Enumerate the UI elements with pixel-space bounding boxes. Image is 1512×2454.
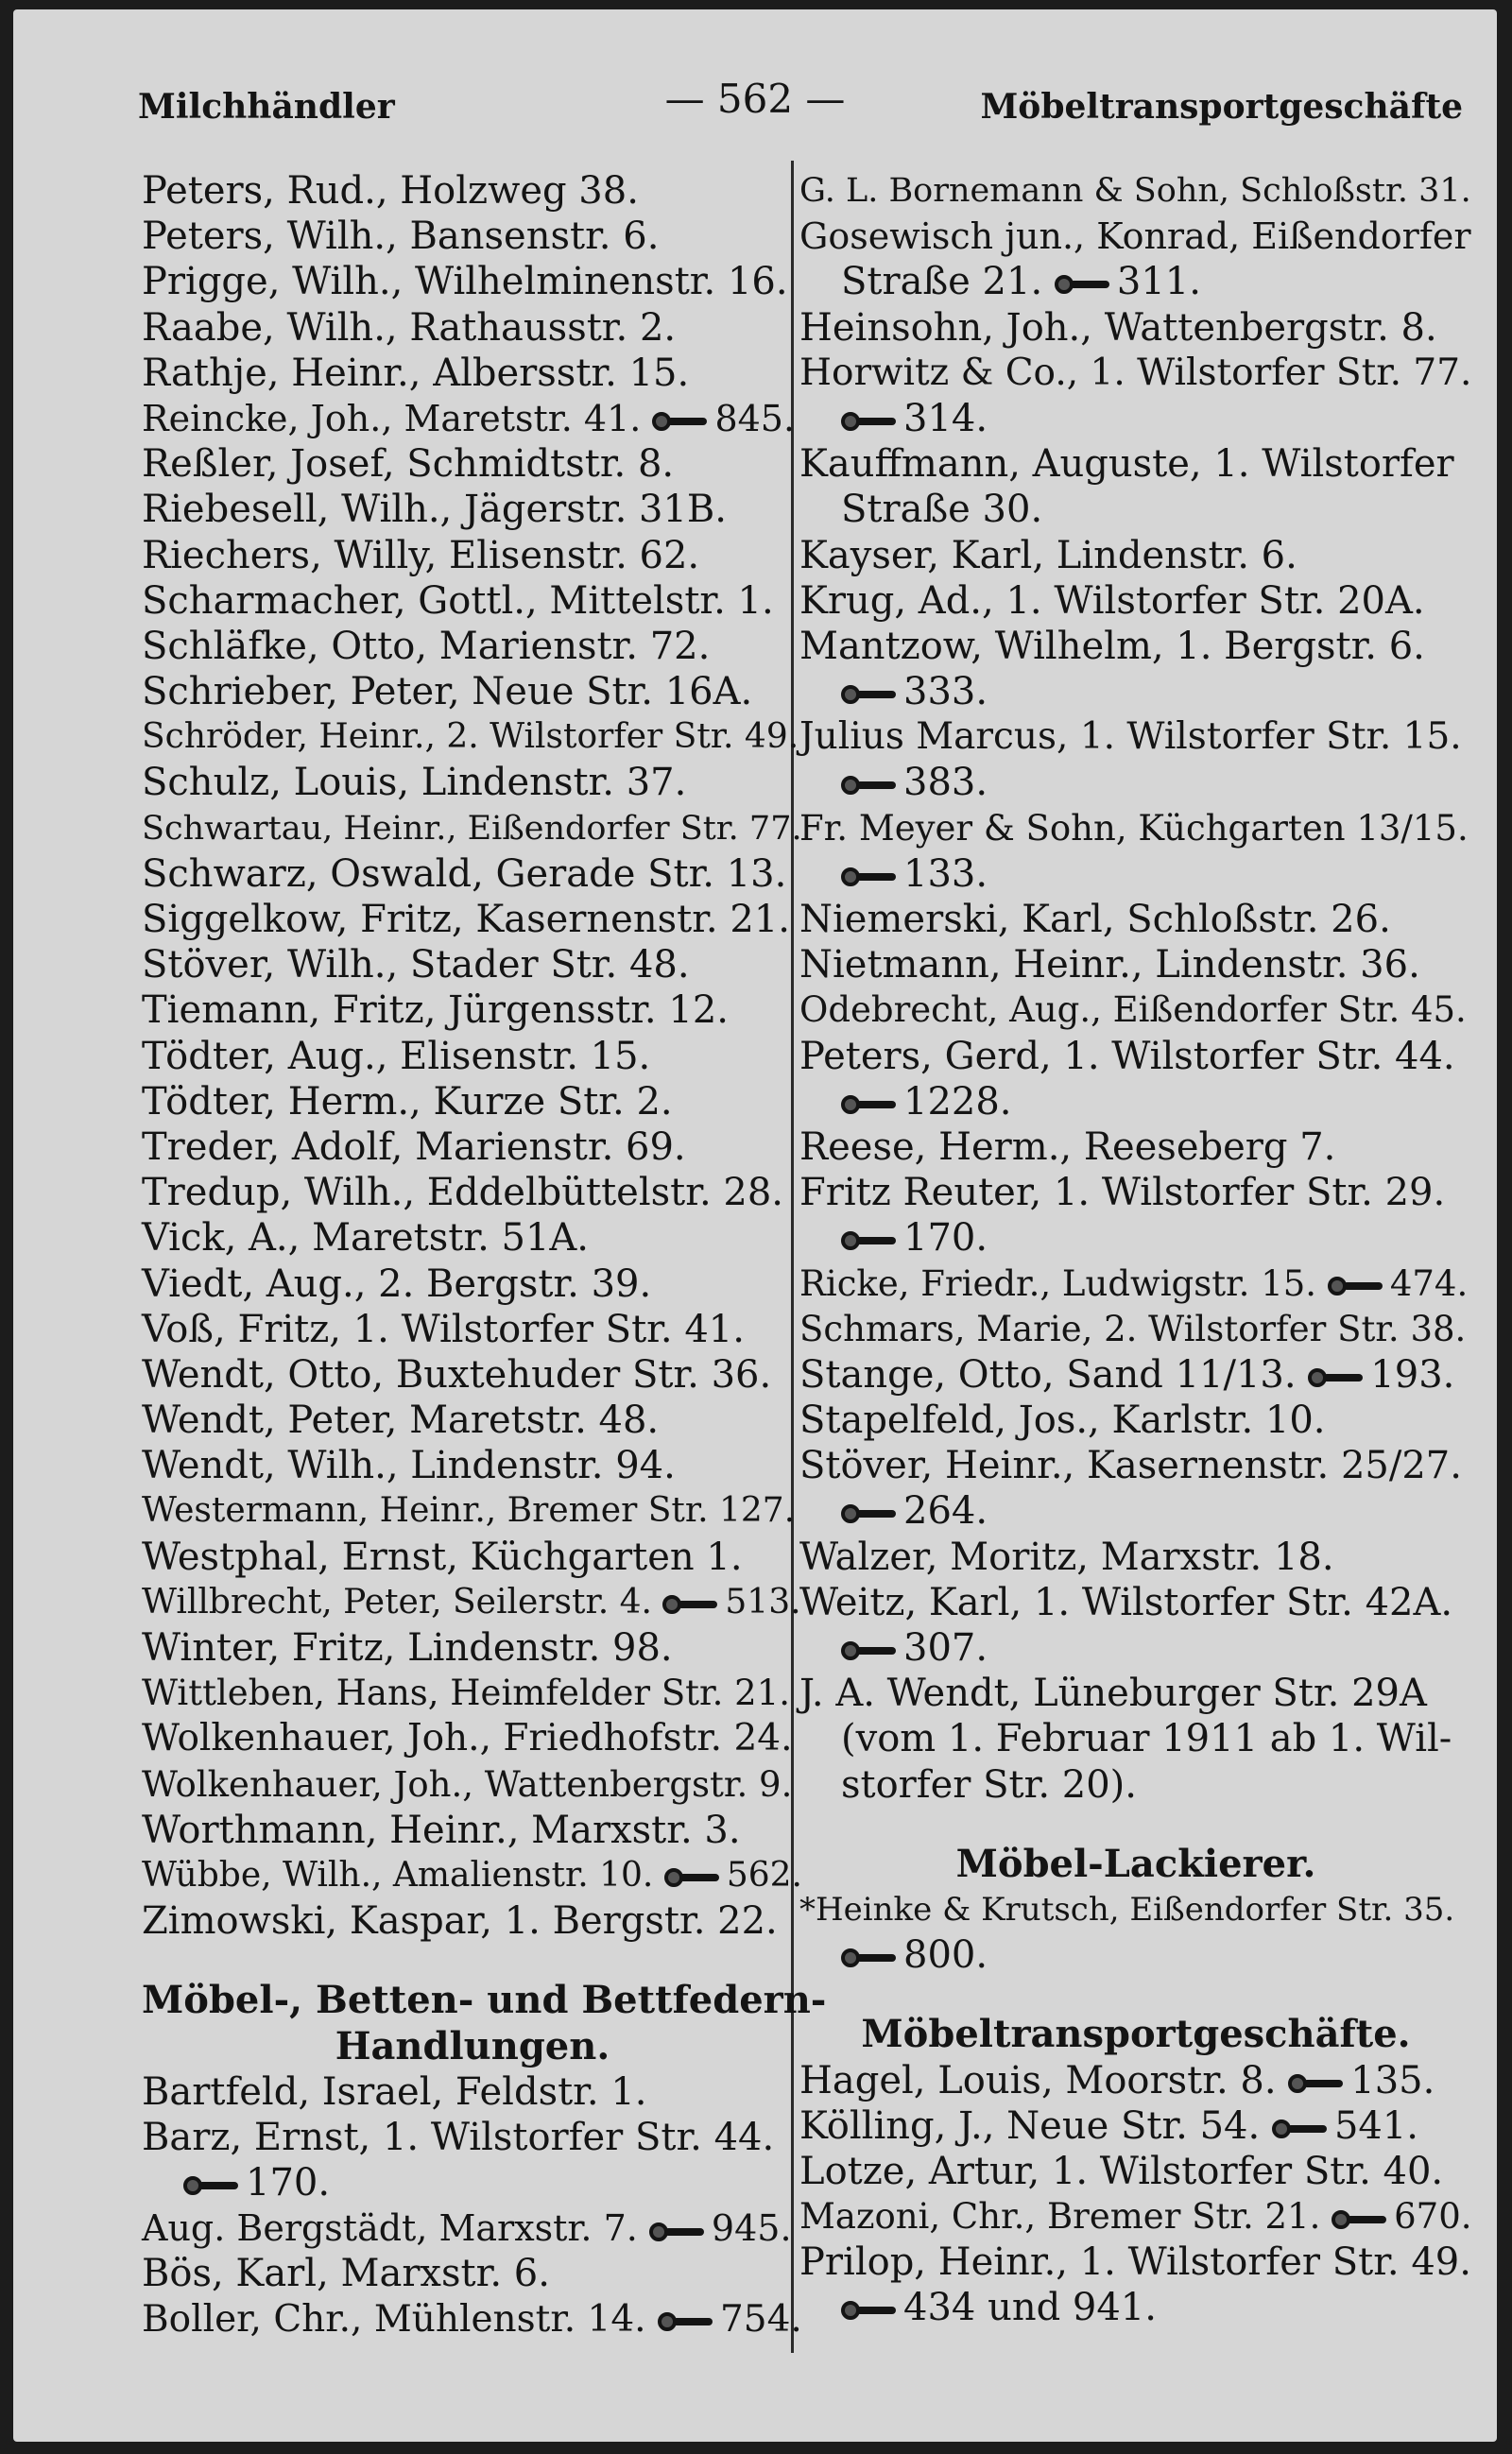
directory-entry — [142, 305, 803, 351]
telephone-icon — [841, 2298, 896, 2323]
directory-entry — [142, 2069, 803, 2115]
directory-entry — [142, 1580, 803, 1625]
entry-text: Straße 30. — [841, 488, 1043, 532]
directory-entry — [142, 1215, 803, 1261]
entry-text: Schwarz, Oswald, Gerade Str. 13. — [142, 851, 787, 896]
entry-text: Kölling, J., Neue Str. 54. — [799, 2103, 1261, 2148]
entry-text: Straße 21. — [841, 260, 1043, 304]
entry-text: Bartfeld, Israel, Feldstr. 1. — [142, 2069, 647, 2114]
telephone-icon — [649, 2220, 704, 2244]
entry-text: Schwartau, Heinr., Eißendorfer Str. 77. — [142, 809, 802, 848]
directory-entry — [799, 714, 1472, 760]
directory-entry — [799, 1625, 1472, 1671]
phone-number: 541. — [1333, 2103, 1418, 2148]
entry-text: Stöver, Heinr., Kasernenstr. 25/27. — [799, 1444, 1462, 1488]
directory-entry — [799, 578, 1472, 624]
directory-entry — [799, 1716, 1472, 1761]
directory-entry — [799, 987, 1472, 1033]
directory-entry — [142, 533, 803, 578]
telephone-icon — [841, 865, 896, 889]
entry-text: Wendt, Otto, Buxtehuder Str. 36. — [142, 1352, 772, 1397]
directory-entry — [799, 1671, 1472, 1716]
entry-text: Aug. Bergstädt, Marxstr. 7. — [142, 2207, 638, 2250]
directory-entry — [799, 2239, 1472, 2285]
entry-text: Reese, Herm., Reeseberg 7. — [799, 1124, 1336, 1169]
directory-entry — [799, 259, 1472, 304]
telephone-icon — [1055, 272, 1109, 297]
milk-dealer-list — [142, 168, 803, 1944]
entry-text: Stöver, Wilh., Stader Str. 48. — [142, 943, 690, 987]
directory-entry — [142, 2205, 803, 2251]
entry-text: Rathje, Heinr., Albersstr. 15. — [142, 351, 690, 395]
entry-text: Wübbe, Wilh., Amalienstr. 10. — [142, 1855, 654, 1895]
running-head-right: Möbeltransportgeschäfte — [980, 87, 1463, 127]
phone-number: 333. — [903, 670, 988, 714]
telephone-icon — [841, 409, 896, 434]
telephone-icon — [1272, 2117, 1327, 2141]
directory-entry — [799, 1488, 1472, 1534]
entry-text: Horwitz & Co., 1. Wilstorfer Str. 77. — [799, 351, 1472, 394]
mover-list — [799, 2058, 1472, 2331]
telephone-icon — [841, 773, 896, 798]
entry-text: Stange, Otto, Sand 11/13. — [799, 1352, 1297, 1397]
directory-entry — [142, 897, 803, 942]
entry-text: Julius Marcus, 1. Wilstorfer Str. 15. — [799, 715, 1462, 759]
directory-entry — [799, 1261, 1472, 1307]
entry-text: Prigge, Wilh., Wilhelminenstr. 16. — [142, 260, 788, 304]
directory-entry — [799, 1124, 1472, 1170]
directory-entry — [142, 1808, 803, 1853]
entry-text: Wittleben, Hans, Heimfelder Str. 21. — [142, 1673, 791, 1714]
phone-number: 311. — [1116, 260, 1201, 304]
directory-entry — [799, 351, 1472, 396]
directory-entry — [142, 1488, 803, 1534]
directory-entry — [142, 1625, 803, 1671]
entry-text: Tödter, Aug., Elisenstr. 15. — [142, 1034, 651, 1078]
directory-entry — [799, 760, 1472, 805]
directory-entry — [142, 441, 803, 487]
phone-number: 133. — [903, 851, 988, 896]
directory-entry — [799, 851, 1472, 897]
telephone-icon — [841, 1946, 896, 1970]
phone-number: 474. — [1389, 1262, 1469, 1304]
directory-entry — [799, 1307, 1472, 1352]
section-heading-furniture: Möbel-, Betten- und Bettfedern- — [142, 1978, 827, 2023]
telephone-icon — [841, 1228, 896, 1253]
entry-text: Worthmann, Heinr., Marxstr. 3. — [142, 1808, 741, 1852]
directory-entry — [799, 2194, 1472, 2239]
lacquerer-list — [799, 1887, 1472, 1978]
directory-entry — [142, 1034, 803, 1079]
furniture-dealer-list — [142, 2069, 803, 2342]
entry-text: Tödter, Herm., Kurze Str. 2. — [142, 1079, 673, 1124]
directory-entry — [142, 351, 803, 396]
directory-entry — [799, 305, 1472, 351]
telephone-icon — [1308, 1365, 1363, 1390]
directory-entry — [142, 1261, 803, 1307]
furniture-dealer-list-cont — [799, 168, 1472, 1808]
entry-text: Barz, Ernst, 1. Wilstorfer Str. 44. — [142, 2115, 775, 2159]
telephone-icon — [841, 1092, 896, 1117]
directory-entry — [799, 1887, 1472, 1932]
telephone-icon — [841, 1639, 896, 1663]
entry-text: Schrieber, Peter, Neue Str. 16A. — [142, 670, 753, 714]
telephone-icon — [652, 409, 707, 434]
directory-entry — [142, 1716, 803, 1761]
right-column — [799, 168, 1472, 2331]
entry-text: Peters, Rud., Holzweg 38. — [142, 169, 639, 213]
entry-text: Niemerski, Karl, Schloßstr. 26. — [799, 898, 1391, 941]
entry-text: Peters, Wilh., Bansenstr. 6. — [142, 215, 660, 259]
telephone-icon — [841, 682, 896, 707]
entry-text: Schmars, Marie, 2. Wilstorfer Str. 38. — [799, 1308, 1467, 1349]
section-heading-lacquerers: Möbel-Lackierer. — [955, 1841, 1316, 1886]
entry-text: Riebesell, Wilh., Jägerstr. 31B. — [142, 488, 728, 532]
entry-text: Gosewisch jun., Konrad, Eißendorfer — [799, 215, 1471, 258]
directory-entry — [142, 1898, 803, 1944]
directory-entry — [799, 1580, 1472, 1625]
entry-text: J. A. Wendt, Lüneburger Str. 29A — [799, 1672, 1427, 1716]
entry-text: Tiemann, Fritz, Jürgensstr. 12. — [142, 988, 729, 1033]
directory-entry — [142, 259, 803, 304]
entry-text: Mazoni, Chr., Bremer Str. 21. — [799, 2196, 1321, 2238]
directory-entry — [142, 1079, 803, 1124]
entry-text: Wolkenhauer, Joh., Wattenbergstr. 9. — [142, 1763, 793, 1805]
entry-text: Lotze, Artur, 1. Wilstorfer Str. 40. — [799, 2149, 1444, 2193]
directory-entry — [799, 396, 1472, 441]
directory-entry — [799, 806, 1472, 851]
directory-entry — [799, 487, 1472, 532]
entry-text: Raabe, Wilh., Rathausstr. 2. — [142, 305, 677, 350]
entry-text: Tredup, Wilh., Eddelbüttelstr. 28. — [142, 1171, 784, 1215]
entry-text: Prilop, Heinr., 1. Wilstorfer Str. 49. — [799, 2240, 1471, 2285]
phone-number: 845. — [714, 397, 796, 439]
phone-number: 434 und 941. — [903, 2286, 1157, 2330]
directory-entry — [142, 1853, 803, 1898]
directory-entry — [142, 714, 803, 760]
telephone-icon — [664, 1865, 719, 1890]
entry-text: Walzer, Moritz, Marxstr. 18. — [799, 1535, 1334, 1579]
entry-text: Wolkenhauer, Joh., Friedhofstr. 24. — [142, 1717, 793, 1760]
entry-text: Krug, Ad., 1. Wilstorfer Str. 20A. — [799, 578, 1425, 623]
directory-entry — [799, 1932, 1472, 1978]
telephone-icon — [1328, 1274, 1383, 1298]
directory-entry — [142, 624, 803, 669]
directory-entry — [799, 2285, 1472, 2330]
directory-entry — [142, 942, 803, 987]
entry-text: (vom 1. Februar 1911 ab 1. Wil- — [841, 1717, 1452, 1761]
section-gap — [799, 1978, 1472, 2012]
entry-text: Winter, Fritz, Lindenstr. 98. — [142, 1626, 673, 1670]
entry-text: Kauffmann, Auguste, 1. Wilstorfer — [799, 442, 1454, 487]
directory-entry — [799, 533, 1472, 578]
directory-entry — [799, 441, 1472, 487]
phone-number: 1228. — [903, 1079, 1012, 1124]
directory-entry — [142, 2115, 803, 2160]
entry-text: Zimowski, Kaspar, 1. Bergstr. 22. — [142, 1899, 778, 1944]
phone-number: 314. — [903, 396, 988, 440]
directory-entry — [799, 624, 1472, 669]
phone-number: 513. — [725, 1582, 801, 1622]
entry-text: Schläfke, Otto, Marienstr. 72. — [142, 624, 711, 668]
section-heading-furniture-2: Handlungen. — [335, 2023, 610, 2068]
entry-text: Mantzow, Wilhelm, 1. Bergstr. 6. — [799, 624, 1425, 668]
entry-text: Treder, Adolf, Marienstr. 69. — [142, 1124, 686, 1169]
directory-entry — [799, 2103, 1472, 2149]
directory-entry — [142, 2160, 803, 2205]
directory-entry — [142, 1671, 803, 1716]
directory-entry — [799, 1170, 1472, 1215]
phone-number: 193. — [1370, 1352, 1455, 1397]
directory-entry — [799, 1762, 1472, 1808]
directory-entry — [142, 1170, 803, 1215]
entry-text: Fr. Meyer & Sohn, Küchgarten 13/15. — [799, 807, 1469, 849]
directory-entry — [799, 1079, 1472, 1124]
entry-text: Nietmann, Heinr., Lindenstr. 36. — [799, 943, 1420, 987]
entry-text: Reßler, Josef, Schmidtstr. 8. — [142, 442, 675, 487]
directory-entry — [799, 897, 1472, 942]
entry-text: Fritz Reuter, 1. Wilstorfer Str. 29. — [799, 1171, 1446, 1215]
phone-number: 754. — [719, 2297, 802, 2341]
directory-entry — [799, 2058, 1472, 2103]
entry-text: Weitz, Karl, 1. Wilstorfer Str. 42A. — [799, 1580, 1453, 1624]
running-head-left: Milchhändler — [138, 87, 395, 127]
directory-entry — [142, 214, 803, 259]
directory-page — [13, 9, 1497, 2442]
directory-entry — [142, 1398, 803, 1443]
entry-text: Viedt, Aug., 2. Bergstr. 39. — [142, 1261, 652, 1306]
phone-number: 170. — [246, 2161, 331, 2205]
directory-entry — [799, 1215, 1472, 1261]
directory-entry — [142, 1352, 803, 1398]
entry-text: storfer Str. 20). — [841, 1762, 1137, 1807]
entry-text: Westermann, Heinr., Bremer Str. 127. — [142, 1491, 796, 1531]
phone-number: 670. — [1394, 2196, 1472, 2238]
left-column — [142, 168, 827, 2342]
directory-entry — [142, 851, 803, 897]
directory-entry — [799, 1034, 1472, 1079]
entry-text: Willbrecht, Peter, Seilerstr. 4. — [142, 1582, 652, 1622]
entry-text: Peters, Gerd, 1. Wilstorfer Str. 44. — [799, 1034, 1455, 1078]
directory-entry — [142, 987, 803, 1033]
telephone-icon — [662, 1592, 717, 1617]
directory-entry — [142, 396, 803, 441]
directory-entry — [799, 1535, 1472, 1580]
phone-number: 562. — [726, 1855, 802, 1895]
directory-entry — [142, 168, 803, 214]
phone-number: 800. — [903, 1933, 988, 1978]
directory-entry — [799, 1443, 1472, 1488]
entry-text: Vick, A., Maretstr. 51A. — [142, 1216, 590, 1261]
directory-entry — [142, 578, 803, 624]
entry-text: Voß, Fritz, 1. Wilstorfer Str. 41. — [142, 1307, 745, 1351]
entry-text: Reincke, Joh., Maretstr. 41. — [142, 397, 642, 439]
entry-text: Hagel, Louis, Moorstr. 8. — [799, 2058, 1277, 2102]
section-gap — [799, 1808, 1472, 1842]
directory-entry — [142, 2251, 803, 2296]
entry-text: Wendt, Peter, Maretstr. 48. — [142, 1399, 660, 1443]
entry-text: Schulz, Louis, Lindenstr. 37. — [142, 761, 687, 805]
entry-text: Heinsohn, Joh., Wattenbergstr. 8. — [799, 305, 1437, 350]
telephone-icon — [183, 2173, 238, 2198]
directory-entry — [142, 1307, 803, 1352]
entry-text: Bös, Karl, Marxstr. 6. — [142, 2252, 550, 2296]
directory-entry — [142, 760, 803, 805]
section-heading-movers: Möbeltransportgeschäfte. — [861, 2012, 1411, 2057]
directory-entry — [142, 1124, 803, 1170]
telephone-icon — [658, 2309, 713, 2334]
directory-entry — [799, 942, 1472, 987]
directory-entry — [799, 1352, 1472, 1398]
directory-entry — [142, 806, 803, 851]
page-header — [13, 9, 1497, 127]
entry-text: Westphal, Ernst, Küchgarten 1. — [142, 1535, 743, 1579]
directory-entry — [142, 1443, 803, 1488]
directory-entry — [799, 2149, 1472, 2194]
entry-text: Schröder, Heinr., 2. Wilstorfer Str. 49. — [142, 717, 799, 757]
directory-entry — [142, 1762, 803, 1808]
entry-text: Boller, Chr., Mühlenstr. 14. — [142, 2297, 646, 2341]
phone-number: 170. — [903, 1216, 988, 1261]
entry-text: Stapelfeld, Jos., Karlstr. 10. — [799, 1399, 1326, 1443]
entry-text: Scharmacher, Gottl., Mittelstr. 1. — [142, 578, 774, 623]
telephone-icon — [1332, 2207, 1386, 2232]
phone-number: 945. — [711, 2207, 792, 2250]
entry-text: Kayser, Karl, Lindenstr. 6. — [799, 533, 1297, 577]
entry-text: Riechers, Willy, Elisenstr. 62. — [142, 533, 700, 577]
page-number: — 562 — — [664, 76, 846, 122]
telephone-icon — [1288, 2071, 1343, 2096]
directory-entry — [799, 168, 1472, 214]
directory-entry — [142, 1535, 803, 1580]
entry-text: Siggelkow, Fritz, Kasernenstr. 21. — [142, 898, 790, 941]
directory-entry — [799, 214, 1472, 259]
directory-entry — [142, 669, 803, 714]
directory-entry — [142, 2297, 803, 2342]
entry-text: *Heinke & Krutsch, Eißendorfer Str. 35. — [799, 1890, 1455, 1929]
phone-number: 135. — [1350, 2058, 1435, 2102]
telephone-icon — [841, 1502, 896, 1526]
section-gap — [142, 1944, 803, 1978]
phone-number: 383. — [903, 761, 988, 805]
phone-number: 307. — [903, 1626, 988, 1670]
entry-text: Wendt, Wilh., Lindenstr. 94. — [142, 1444, 676, 1488]
entry-text: Ricke, Friedr., Ludwigstr. 15. — [799, 1262, 1317, 1304]
entry-text: G. L. Bornemann & Sohn, Schloßstr. 31. — [799, 172, 1471, 210]
directory-entry — [142, 487, 803, 532]
directory-entry — [799, 669, 1472, 714]
directory-entry — [799, 1398, 1472, 1443]
phone-number: 264. — [903, 1489, 988, 1534]
entry-text: Odebrecht, Aug., Eißendorfer Str. 45. — [799, 989, 1467, 1031]
